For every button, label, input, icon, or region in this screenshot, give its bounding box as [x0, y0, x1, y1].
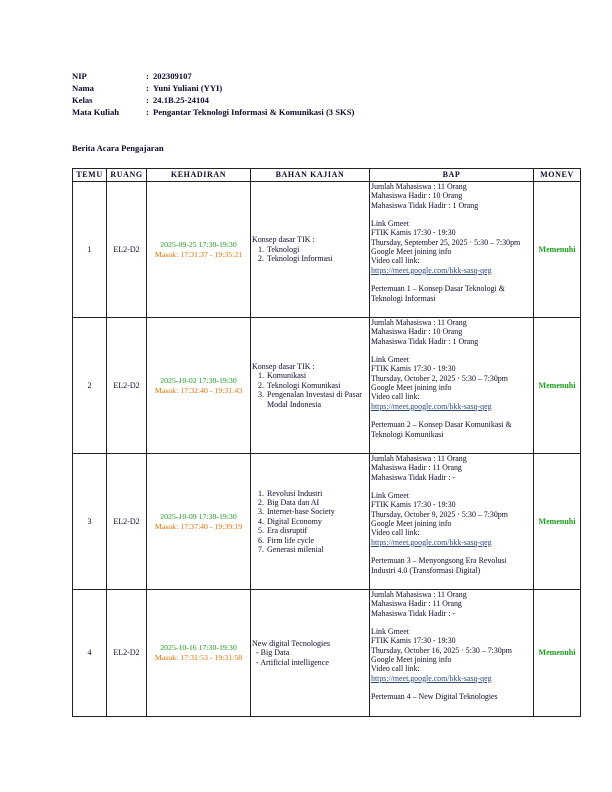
cell-ruang: EL2-D2	[107, 454, 147, 590]
cell-bahan-kajian	[251, 182, 370, 318]
bap-line: Google Meet joining info	[371, 519, 452, 529]
header-monev: MONEV	[534, 169, 581, 182]
bahan-list	[252, 245, 368, 264]
list-item: 2. Teknologi Komunikasi	[266, 381, 368, 390]
cell-bap	[370, 182, 534, 318]
table-header-row	[73, 169, 581, 182]
bap-spacer	[371, 346, 532, 355]
lecturer-info	[72, 71, 354, 118]
info-separator: :	[146, 106, 149, 117]
list-item: 2. Teknologi Informasi	[266, 254, 368, 263]
bap-spacer	[371, 683, 532, 692]
header-kehadiran: KEHADIRAN	[147, 169, 251, 182]
list-item: 6. Firm life cycle	[266, 536, 368, 545]
cell-bap	[370, 318, 534, 454]
bap-line: Thursday, October 16, 2025 · 5:30 – 7:30pm	[371, 645, 512, 655]
cell-kehadiran	[147, 590, 251, 717]
bap-line: Link Gmeet	[371, 219, 409, 229]
bap-line: Mahasiswa Hadir : 11 Orang	[371, 599, 462, 609]
cell-ruang: EL2-D2	[107, 318, 147, 454]
bahan-list	[252, 371, 368, 409]
bap-line: FTIK Kamis 17:30 - 19:30	[371, 364, 456, 374]
cell-kehadiran	[147, 454, 251, 590]
meet-link[interactable]: https://meet.google.com/bkk-sasq-qeg	[371, 673, 492, 683]
info-row-mata-kuliah	[72, 106, 354, 118]
cell-bahan-kajian	[251, 590, 370, 717]
list-item: 3. Internet-base Society	[266, 507, 368, 516]
bahan-item-text: Artificial intelligence	[260, 657, 329, 667]
section-title: Berita Acara Pengajaran	[72, 143, 164, 153]
bahan-intro: Konsep dasar TIK :	[252, 235, 315, 245]
cell-temu: 1	[73, 182, 107, 318]
bap-line: Link Gmeet	[371, 355, 409, 365]
cell-kehadiran	[147, 182, 251, 318]
cell-bap	[370, 590, 534, 717]
bap-note: Pertemuan 4 – New Digital Teknologies	[371, 692, 498, 702]
bahan-list	[252, 489, 368, 555]
bap-spacer	[371, 411, 532, 420]
table-row	[73, 590, 581, 717]
masuk-text: Masuk: 17:31:37 - 19:35:21	[154, 249, 243, 259]
bap-line: FTIK Kamis 17:30 - 19:30	[371, 636, 456, 646]
info-value: 24.1B.25-24104	[153, 94, 209, 105]
jadwal-text: 2025-09-25 17:30-19:30	[160, 239, 237, 249]
bap-line: Thursday, October 9, 2025 · 5:30 – 7:30pm	[371, 509, 508, 519]
info-value: 202309107	[153, 71, 192, 82]
header-ruang: RUANG	[107, 169, 147, 182]
bap-line: Jumlah Mahasiswa : 11 Orang	[371, 318, 467, 327]
cell-kehadiran	[147, 318, 251, 454]
header-bap: BAP	[370, 169, 534, 182]
list-item: 3. Pengenalan Investasi di Pasar Modal Indonesia	[266, 390, 368, 409]
info-label: NIP	[72, 71, 87, 82]
info-value: Yuni Yuliani (YYI)	[153, 82, 223, 93]
list-item: 5. Era disruptif	[266, 526, 368, 535]
bap-note: Pertemuan 2 – Konsep Dasar Komunikasi & Teknologi Komunikasi	[371, 420, 512, 439]
bap-spacer	[371, 275, 532, 284]
bap-line: Mahasiswa Tidak Hadir : -	[371, 472, 456, 482]
list-item: 2. Big Data dan AI	[266, 498, 368, 507]
cell-bap	[370, 454, 534, 590]
bap-table	[72, 168, 581, 717]
bap-line: Mahasiswa Hadir : 10 Orang	[371, 191, 463, 201]
bap-line: Mahasiswa Tidak Hadir : 1 Orang	[371, 200, 479, 210]
cell-ruang: EL2-D2	[107, 590, 147, 717]
bap-line: Video call link:	[371, 528, 420, 538]
masuk-text: Masuk: 17:37:40 - 19:39:19	[154, 521, 243, 531]
header-bahan-kajian: BAHAN KAJIAN	[251, 169, 370, 182]
bap-line: Mahasiswa Tidak Hadir : 1 Orang	[371, 336, 479, 346]
bap-line: Mahasiswa Hadir : 11 Orang	[371, 463, 462, 473]
info-value: Pengantar Teknologi Informasi & Komunikasi (3 SKS)	[153, 106, 355, 117]
bap-line: Mahasiswa Tidak Hadir : -	[371, 608, 456, 618]
bap-line: Link Gmeet	[371, 627, 409, 637]
masuk-text: Masuk: 17:31:53 - 19:31:58	[154, 653, 243, 662]
list-item: 4. Digital Economy	[266, 517, 368, 526]
bahan-intro: Konsep dasar TIK :	[252, 361, 315, 371]
cell-monev: Memenuhi	[534, 318, 581, 454]
list-item: 1. Teknologi	[266, 245, 368, 254]
bap-line: Link Gmeet	[371, 491, 409, 501]
info-row-nama	[72, 83, 354, 95]
bap-line: Google Meet joining info	[371, 655, 452, 665]
bap-line: Thursday, October 2, 2025 · 5:30 – 7:30pm	[371, 373, 508, 383]
table-row	[73, 182, 581, 318]
bahan-dash-item: - Big Data	[256, 648, 290, 658]
list-item: 1. Revolusi Industri	[266, 489, 368, 498]
bap-spacer	[371, 547, 532, 556]
list-item: 7. Generasi milenial	[266, 545, 368, 554]
bap-line: Jumlah Mahasiswa : 11 Orang	[371, 454, 467, 463]
cell-bahan-kajian	[251, 318, 370, 454]
cell-temu: 2	[73, 318, 107, 454]
info-label: Kelas	[72, 94, 93, 105]
bap-line: Jumlah Mahasiswa : 11 Orang	[371, 182, 467, 191]
cell-monev: Memenuhi	[534, 182, 581, 318]
cell-temu: 4	[73, 590, 107, 717]
cell-monev: Memenuhi	[534, 590, 581, 717]
table-row	[73, 318, 581, 454]
table-row	[73, 454, 581, 590]
bap-spacer	[371, 210, 532, 219]
list-item: 1. Komunikasi	[266, 371, 368, 380]
info-label: Nama	[72, 82, 94, 93]
bahan-dash-item: - Artificial intelligence	[256, 657, 329, 667]
bahan-item-text: Big Data	[260, 648, 290, 658]
bap-line: Video call link:	[371, 392, 420, 402]
jadwal-text: 2025-10-16 17:30-19:30	[160, 643, 237, 653]
bap-line: Mahasiswa Hadir : 10 Orang	[371, 327, 463, 337]
bap-spacer	[371, 618, 532, 627]
info-row-nip	[72, 71, 354, 83]
info-label: Mata Kuliah	[72, 106, 120, 117]
bap-line: Video call link:	[371, 664, 420, 674]
bap-line: FTIK Kamis 17:30 - 19:30	[371, 500, 456, 510]
bap-spacer	[371, 482, 532, 491]
masuk-text: Masuk: 17:32:40 - 19:31:43	[154, 385, 243, 395]
bap-note: Pertemuan 1 – Konsep Dasar Teknologi & Teknologi Informasi	[371, 284, 505, 303]
bap-line: Google Meet joining info	[371, 383, 452, 393]
info-separator: :	[146, 94, 149, 105]
cell-temu: 3	[73, 454, 107, 590]
bap-line: Video call link:	[371, 256, 420, 266]
meet-link[interactable]: https://meet.google.com/bkk-sasq-qeg	[371, 401, 492, 411]
bap-line: Jumlah Mahasiswa : 11 Orang	[371, 590, 467, 599]
header-temu: TEMU	[73, 169, 107, 182]
info-separator: :	[146, 71, 149, 82]
bahan-intro: New digital Tecnologies	[252, 638, 330, 648]
cell-ruang: EL2-D2	[107, 182, 147, 318]
jadwal-text: 2025-10-09 17:30-19:30	[160, 511, 237, 521]
info-separator: :	[146, 82, 149, 93]
jadwal-text: 2025-10-02 17:30-19:30	[160, 375, 237, 385]
cell-monev: Memenuhi	[534, 454, 581, 590]
bap-note: Pertemuan 3 – Menyongsong Era Revolusi Industri 4.0 (Transformasi Digital)	[371, 556, 507, 575]
cell-bahan-kajian	[251, 454, 370, 590]
meet-link[interactable]: https://meet.google.com/bkk-sasq-qeg	[371, 265, 492, 275]
bap-line: FTIK Kamis 17:30 - 19:30	[371, 228, 456, 238]
meet-link[interactable]: https://meet.google.com/bkk-sasq-qeg	[371, 537, 492, 547]
info-row-kelas	[72, 95, 354, 107]
bap-line: Thursday, September 25, 2025 · 5:30 – 7:30pm Google Meet joining info	[371, 237, 521, 257]
